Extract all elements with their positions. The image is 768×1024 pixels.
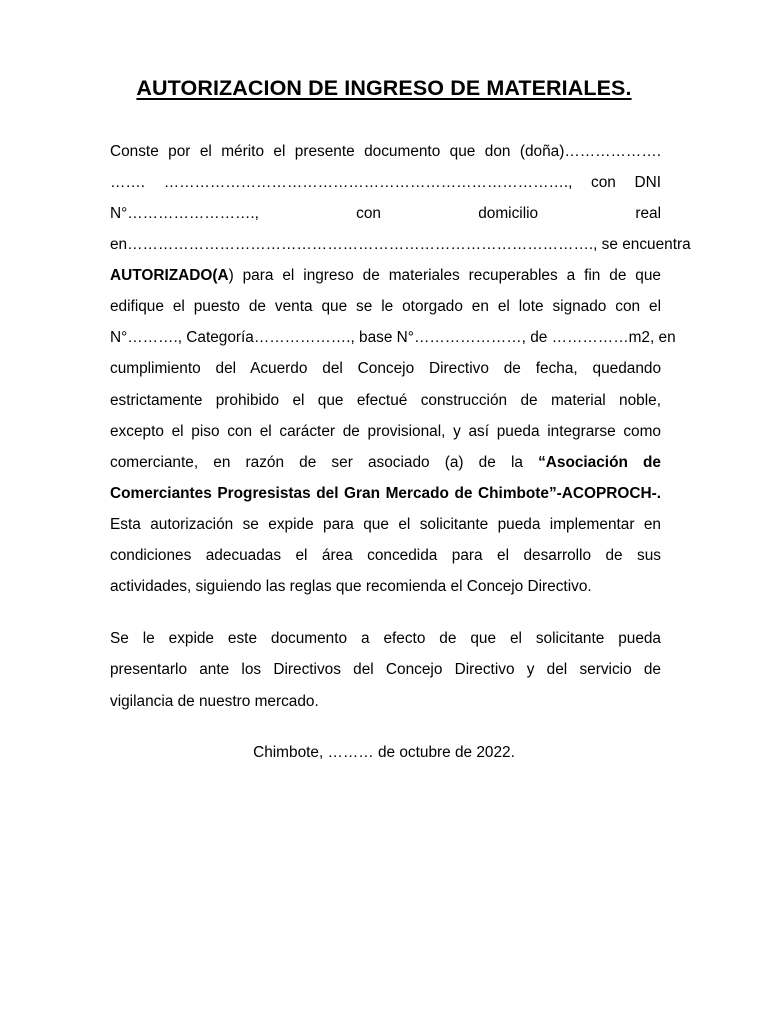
authorized-label: AUTORIZADO(A	[110, 267, 229, 284]
paragraph-line: edifique el puesto de venta que se le otorgado en el lote signado con el	[110, 298, 661, 315]
paragraph-line: actividades, siguiendo las reglas que recomienda el Concejo Directivo.	[110, 578, 592, 595]
paragraph-line: condiciones adecuadas el área concedida para el desarrollo de sus	[110, 547, 661, 564]
paragraph-line: N°……………………., con domicilio real	[110, 205, 661, 222]
association-name: “Asociación de	[538, 454, 661, 471]
paragraph-line: Se le expide este documento a efecto de que el solicitante pueda	[110, 630, 661, 647]
paragraph-line: cumplimiento del Acuerdo del Concejo Directivo de fecha, quedando	[110, 360, 661, 377]
paragraph-line: Conste por el mérito el presente documento que don (doña)……………….	[110, 143, 661, 160]
paragraph-line: estrictamente prohibido el que efectué construcción de material noble,	[110, 392, 661, 409]
date-line: Chimbote, ……… de octubre de 2022.	[253, 744, 515, 761]
paragraph-line	[110, 484, 661, 504]
paragraph-line	[110, 266, 661, 286]
paragraph-line: presentarlo ante los Directivos del Concejo Directivo y del servicio de	[110, 661, 661, 678]
paragraph-line	[110, 453, 661, 473]
paragraph-line: en………………………………………………………………………………., se encuentra	[110, 236, 691, 253]
paragraph-line: Esta autorización se expide para que el solicitante pueda implementar en	[110, 516, 661, 533]
paragraph-text: ) para el ingreso de materiales recuperables a fin de que	[228, 267, 661, 284]
paragraph-text: comerciante, en razón de ser asociado (a) de la	[110, 454, 523, 471]
paragraph-line: vigilancia de nuestro mercado.	[110, 693, 319, 710]
association-name: Comerciantes Progresistas del Gran Mercado de Chimbote”-ACOPROCH-.	[110, 485, 661, 502]
paragraph-line: N°………., Categoría………………., base N°…………………, de ……………m2, en	[110, 329, 676, 346]
paragraph-line: excepto el piso con el carácter de provisional, y así pueda integrarse como	[110, 423, 661, 440]
paragraph-line: ……. ……………………………………………………………………., con DNI	[110, 174, 661, 191]
document-title: AUTORIZACION DE INGRESO DE MATERIALES.	[136, 76, 632, 100]
